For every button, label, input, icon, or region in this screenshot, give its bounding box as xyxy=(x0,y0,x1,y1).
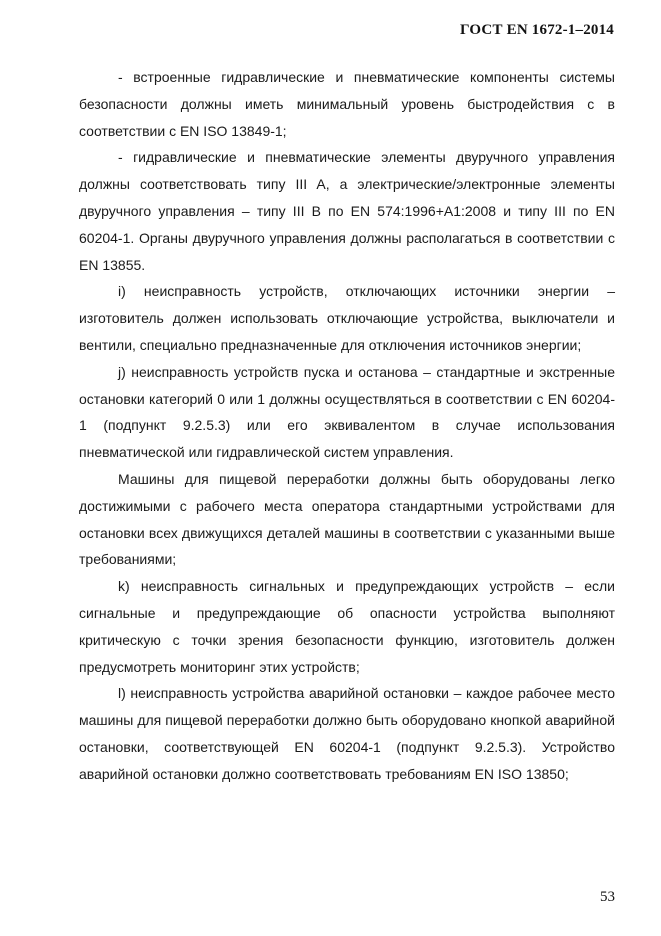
paragraph-food-machines: Машины для пищевой переработки должны быть оборудованы легко достижимыми с рабочего места оператора стандартными устройствами для остановки всех движущихся деталей машины в соответствии с указанными выше требованиями; xyxy=(79,470,615,568)
document-body xyxy=(79,64,615,788)
page-number: 53 xyxy=(600,889,615,905)
paragraph-two-hand-control: - гидравлические и пневматические элементы двуручного управления должны соответствовать типу III A, а электрические/электронные элементы двуручного управления – типу III B по EN 574:1996+A1:2008 и типу III по EN 60204-1. Органы двуручного управления должны располагаться в соответствии с EN 13855. xyxy=(79,149,615,273)
paragraph-item-l: l) неисправность устройства аварийной остановки – каждое рабочее место машины для пищевой переработки должно быть оборудовано кнопкой аварийной остановки, соответствующей EN 60204-1 (подпункт 9.2.5.3). Устройство аварийной остановки должно соответствовать требованиям EN ISO 13850; xyxy=(79,685,615,782)
paragraph-item-k: k) неисправность сигнальных и предупреждающих устройств – если сигнальные и предупреждающие об опасности устройства выполняют критическую с точки зрения безопасности функцию, изготовитель должен предусмотреть мониторинг этих устройств; xyxy=(79,578,615,675)
paragraph-hydraulic-components: - встроенные гидравлические и пневматические компоненты системы безопасности должны иметь минимальный уровень быстродействия с в соответствии с EN ISO 13849-1; xyxy=(79,69,615,139)
paragraph-item-j: j) неисправность устройств пуска и останова – стандартные и экстренные остановки категорий 0 или 1 должны осуществляться в соответствии с EN 60204-1 (подпункт 9.2.5.3) или его эквивалентом в случае использования пневматической или гидравлической систем управления. xyxy=(79,363,615,461)
paragraph-item-i: i) неисправность устройств, отключающих источники энергии – изготовитель должен использовать отключающие устройства, выключатели и вентили, специально предназначенные для отключения источников энергии; xyxy=(79,283,615,353)
document-header-standard: ГОСТ EN 1672-1–2014 xyxy=(460,22,614,38)
